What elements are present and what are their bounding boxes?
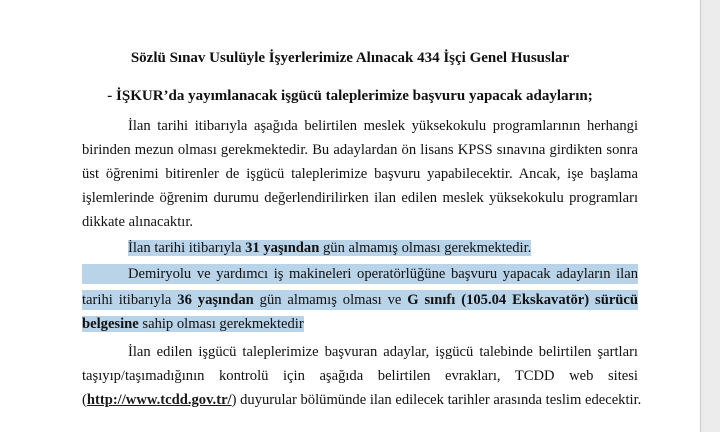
paragraph-3-text-mid: gün almamış olması ve — [253, 292, 408, 308]
paragraph-3-bold-license: G sınıfı (105.04 Ekskavatör) sürücü — [407, 292, 639, 308]
paragraph-1-line-1: İlan tarihi itibarıyla aşağıda belirtilen meslek yüksekokulu programlarının herhangi — [128, 118, 638, 134]
paragraph-4-line-2: taşıyıp/taşımadığının kontrolü için aşağıda belirtilen evrakları, TCDD web sitesi — [82, 368, 638, 384]
paragraph-4-line-3 — [82, 390, 642, 410]
paragraph-3-line-3 — [82, 314, 638, 334]
paragraph-2-text: İlan tarihi itibarıyla — [128, 240, 246, 256]
paragraph-3-line-1: Demiryolu ve yardımcı iş makineleri operatörlüğüne başvuru yapacak adayların ilan — [82, 264, 638, 284]
paragraph-3-bold-age: 36 yaşından — [177, 292, 254, 308]
paragraph-3-bold-certificate: belgesine — [82, 316, 139, 332]
paragraph-3-line-2 — [82, 290, 638, 310]
paragraph-4-line-1: İlan edilen işgücü taleplerimize başvuran adaylar, işgücü talebinde belirtilen şartları — [128, 344, 638, 360]
paragraph-3-text: tarihi itibarıyla — [82, 292, 178, 308]
paragraph-1-line-3: üst öğrenimi bitirenler de işgücü taleplerimize başvuru yapabilecektir. Ancak, işe başlama — [82, 166, 638, 182]
document-subheading: - İŞKUR’da yayımlanacak işgücü taleplerimize başvuru yapacak adayların; — [107, 88, 593, 104]
highlight-span-end — [82, 316, 304, 332]
tcdd-website-link[interactable]: http://www.tcdd.gov.tr/ — [86, 392, 232, 408]
paragraph-2-text-end: gün almamış olması gerekmektedir. — [319, 240, 532, 256]
paragraph-3-text-end: sahip olması gerekmektedir — [138, 316, 304, 332]
paragraph-1-line-5: dikkate alınacaktır. — [82, 214, 194, 230]
paragraph-2-bold-age: 31 yaşından — [245, 240, 320, 256]
document-title: Sözlü Sınav Usulüyle İşyerlerimize Alınacak 434 İşçi Genel Hususlar — [130, 50, 570, 66]
paragraph-4-text-end: ) duyurular bölümünde ilan edilecek tarihler arasında teslim edecektir. — [231, 392, 642, 408]
highlight-span — [128, 240, 531, 256]
paragraph-2-age-limit — [82, 238, 638, 258]
viewer-background-edge — [701, 0, 720, 432]
paragraph-1-line-2: birinden mezun olması gerekmektedir. Bu adaylardan ön lisans KPSS sınavına girdikten sonra — [82, 142, 638, 158]
paragraph-1-line-4: işlemlerinde öğrenim durumu değerlendirilirken ilan edilen meslek yüksekokulu programları — [82, 190, 638, 206]
paren-open: ( — [82, 392, 87, 408]
